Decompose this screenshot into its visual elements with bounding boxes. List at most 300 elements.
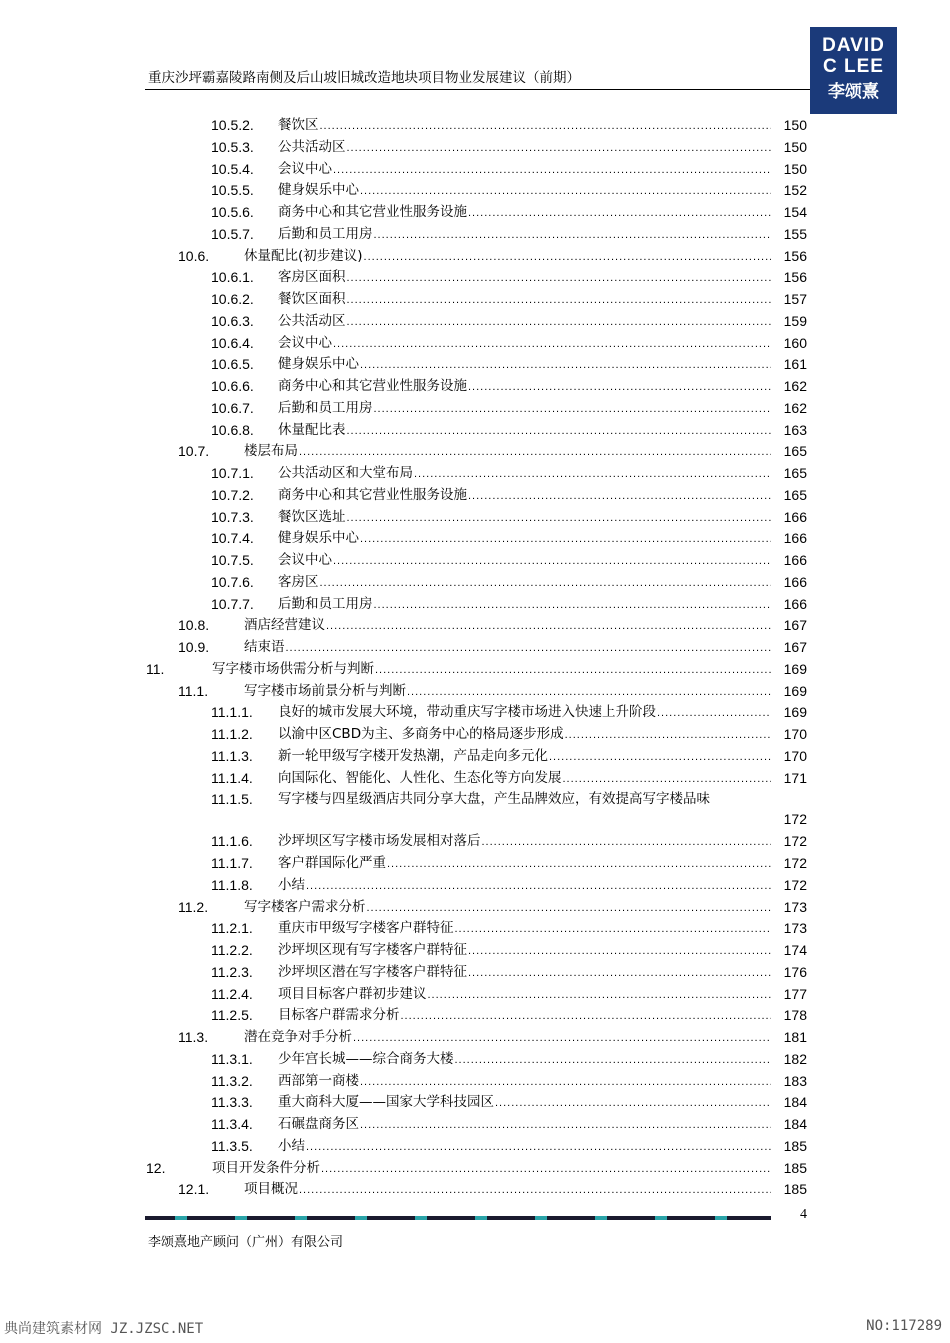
toc-entry[interactable] — [0, 550, 950, 570]
toc-entry[interactable] — [0, 463, 950, 483]
toc-dot-leader — [321, 1159, 806, 1179]
toc-entry-title: 会议中心 — [278, 334, 332, 351]
toc-entry[interactable] — [0, 180, 950, 200]
toc-entry-title-leader — [278, 1114, 807, 1135]
toc-entry-page: 166 — [771, 572, 807, 592]
toc-entry-number: 10.6.5. — [211, 356, 254, 373]
toc-entry-page: 170 — [771, 724, 807, 744]
toc-entry[interactable] — [0, 354, 950, 374]
toc-entry-number: 10.6.3. — [211, 312, 254, 329]
toc-dot-leader — [326, 616, 806, 636]
toc-entry-page: 170 — [771, 746, 807, 766]
toc-entry-page: 182 — [771, 1049, 807, 1069]
logo-line-3: 李颂熹 — [828, 82, 879, 102]
toc-entry-number: 11.1. — [178, 682, 209, 699]
toc-entry[interactable] — [0, 875, 950, 895]
toc-entry-title: 潜在竞争对手分析 — [244, 1029, 352, 1045]
toc-entry-page: 165 — [771, 463, 807, 483]
toc-entry-number: 12. — [146, 1159, 166, 1176]
toc-entry-number: 11.1.6. — [211, 833, 253, 850]
toc-entry[interactable] — [0, 746, 950, 766]
toc-entry-page: 157 — [771, 289, 807, 309]
toc-dot-leader — [347, 138, 807, 158]
toc-entry-page: 172 — [771, 853, 807, 873]
toc-entry[interactable] — [0, 246, 950, 266]
toc-entry-page: 165 — [771, 441, 807, 461]
toc-dot-leader — [374, 595, 807, 615]
toc-dot-leader — [333, 551, 806, 571]
toc-dot-leader — [565, 725, 806, 745]
toc-entry-title-leader — [278, 376, 807, 397]
toc-entry-title: 写字楼市场前景分析与判断 — [244, 682, 406, 699]
toc-entry-title: 公共活动区和大堂布局 — [278, 465, 413, 481]
toc-entry-number: 10.6. — [178, 247, 210, 264]
toc-dot-leader — [468, 941, 806, 961]
toc-dot-leader — [306, 1137, 806, 1157]
toc-entry-number: 11.3. — [178, 1029, 209, 1045]
toc-entry-title: 客房区 — [278, 573, 319, 590]
toc-entry-number: 12.1. — [178, 1181, 210, 1198]
toc-dot-leader — [482, 832, 807, 852]
toc-entry-page: 150 — [771, 159, 807, 179]
toc-entry-number: 11. — [146, 660, 165, 677]
toc-dot-leader — [455, 919, 807, 939]
toc-entry-title: 休量配比表 — [278, 421, 346, 438]
toc-entry-title-leader — [278, 789, 807, 810]
toc-dot-leader — [306, 876, 806, 896]
toc-entry-title-leader — [244, 441, 807, 462]
toc-dot-leader — [495, 1093, 806, 1113]
toc-dot-leader — [320, 116, 807, 136]
toc-entry-title-leader — [278, 333, 807, 354]
toc-entry-title: 以渝中区CBD为主、多商务中心的格局逐步形成 — [278, 726, 564, 742]
toc-entry-title-leader — [244, 637, 807, 658]
toc-entry[interactable] — [0, 572, 950, 592]
toc-entry-title: 后勤和员工用房 — [278, 399, 373, 416]
toc-dot-leader — [387, 854, 806, 874]
toc-entry-title: 客房区面积 — [278, 269, 346, 286]
toc-entry-title: 写字楼客户需求分析 — [244, 898, 366, 915]
toc-entry-number: 11.1.3. — [211, 747, 253, 764]
toc-entry-page: 165 — [771, 485, 807, 505]
watermark-number: NO:117289 — [866, 1318, 942, 1334]
toc-entry-number: 10.6.8. — [211, 421, 254, 438]
toc-dot-leader — [401, 1006, 807, 1026]
toc-entry-page: 154 — [771, 202, 807, 222]
toc-entry[interactable] — [0, 202, 950, 222]
toc-entry[interactable] — [0, 940, 950, 960]
toc-entry-number: 10.6.7. — [211, 399, 254, 416]
toc-dot-leader — [375, 660, 806, 680]
toc-dot-leader — [455, 1050, 807, 1070]
toc-dot-leader — [286, 638, 807, 658]
toc-entry-number: 11.2.4. — [211, 985, 253, 1002]
toc-entry-title-leader — [244, 1179, 807, 1200]
toc-entry-number: 10.5.2. — [211, 117, 254, 133]
toc-entry-title: 休量配比(初步建议) — [244, 247, 363, 264]
logo-line-1: DAVID — [822, 35, 885, 56]
header-divider — [145, 89, 810, 90]
toc-entry-title-leader — [212, 1158, 807, 1179]
toc-entry[interactable] — [0, 702, 950, 722]
toc-entry-page: 173 — [771, 897, 807, 917]
toc-entry-title: 目标客户群需求分析 — [278, 1007, 400, 1024]
toc-entry-number: 11.1.8. — [211, 876, 253, 893]
toc-entry[interactable] — [0, 267, 950, 287]
logo-line-2: C LEE — [823, 56, 884, 77]
toc-entry[interactable] — [0, 1092, 950, 1112]
toc-entry-title-leader — [278, 159, 807, 180]
toc-entry-number: 11.1.7. — [211, 855, 253, 871]
document-header-title: 重庆沙坪霸嘉陵路南侧及后山坡旧城改造地块项目物业发展建议（前期） — [148, 70, 580, 86]
toc-entry-title-leader — [278, 875, 807, 896]
toc-entry-title: 项目概况 — [244, 1181, 298, 1198]
toc-entry-title: 沙坪坝区现有写字楼客户群特征 — [278, 942, 467, 958]
toc-entry-number: 10.5.7. — [211, 225, 254, 242]
toc-entry-title-leader — [278, 1136, 807, 1157]
toc-entry[interactable] — [0, 1158, 950, 1178]
toc-entry-title: 会议中心 — [278, 160, 332, 177]
toc-dot-leader — [374, 225, 807, 245]
toc-entry-title-leader — [278, 1049, 807, 1070]
footer-company-name: 李颂熹地产顾问（广州）有限公司 — [148, 1235, 344, 1250]
toc-entry-title-leader — [278, 550, 807, 571]
toc-entry-title: 写字楼市场供需分析与判断 — [212, 660, 374, 677]
toc-entry-number: 10.5.3. — [211, 138, 254, 155]
toc-entry[interactable] — [0, 420, 950, 440]
toc-entry[interactable] — [0, 311, 950, 331]
toc-entry-number: 10.7. — [178, 443, 210, 460]
toc-entry-title-leader — [278, 1071, 807, 1092]
toc-entry-page: 171 — [771, 768, 807, 788]
toc-entry-title-leader — [244, 681, 807, 702]
toc-entry-title-leader — [244, 897, 807, 918]
toc-dot-leader — [360, 1072, 806, 1092]
toc-entry-title: 酒店经营建议 — [244, 617, 325, 634]
toc-entry-title: 后勤和员工用房 — [278, 225, 373, 242]
toc-entry-page: 185 — [771, 1136, 807, 1156]
toc-dot-leader — [299, 1180, 806, 1200]
toc-entry[interactable] — [0, 1071, 950, 1091]
toc-entry-page: 176 — [771, 962, 807, 982]
toc-dot-leader — [367, 898, 807, 918]
toc-entry-title-leader — [278, 702, 807, 723]
toc-entry-number: 10.6.2. — [211, 291, 254, 307]
toc-dot-leader — [414, 464, 806, 484]
toc-entry[interactable] — [0, 984, 950, 1004]
toc-entry-title: 西部第一商楼 — [278, 1072, 359, 1089]
toc-entry[interactable] — [0, 115, 950, 135]
toc-entry[interactable] — [0, 962, 950, 982]
watermark-site: 典尚建筑素材网 JZ.JZSC.NET — [4, 1321, 204, 1337]
toc-entry-page: 166 — [771, 507, 807, 527]
toc-entry[interactable] — [0, 1005, 950, 1025]
toc-entry-page: 178 — [771, 1005, 807, 1025]
toc-entry-number: 10.5.4. — [211, 160, 254, 177]
toc-dot-leader — [347, 508, 807, 528]
toc-entry-number: 11.1.1. — [211, 704, 253, 721]
toc-entry-title: 会议中心 — [278, 552, 332, 568]
toc-entry[interactable] — [0, 1027, 950, 1047]
toc-entry-title: 后勤和员工用房 — [278, 595, 373, 612]
toc-entry-title-leader — [278, 746, 807, 767]
toc-entry-title-leader — [278, 768, 807, 789]
toc-entry-number: 10.9. — [178, 639, 210, 655]
toc-entry[interactable] — [0, 159, 950, 179]
toc-entry-number: 11.1.5. — [211, 791, 253, 808]
toc-entry-title-leader — [278, 202, 807, 223]
toc-entry-page: 167 — [771, 615, 807, 635]
toc-entry-number: 10.7.4. — [211, 530, 254, 547]
toc-entry-number: 11.1.4. — [211, 769, 253, 786]
toc-dot-leader — [374, 399, 807, 419]
toc-entry-page: 183 — [771, 1071, 807, 1091]
toc-entry-title: 商务中心和其它营业性服务设施 — [278, 204, 467, 220]
toc-entry-title: 餐饮区选址 — [278, 508, 346, 525]
toc-entry[interactable] — [0, 615, 950, 635]
toc-dot-leader — [347, 421, 807, 441]
toc-entry-title: 餐饮区 — [278, 117, 319, 133]
toc-entry-title-leader — [278, 420, 807, 441]
toc-entry-title-leader — [212, 659, 807, 680]
toc-entry-title-leader — [278, 354, 807, 375]
toc-entry-number: 11.3.3. — [211, 1094, 253, 1111]
toc-entry[interactable] — [0, 507, 950, 527]
toc-entry[interactable] — [0, 137, 950, 157]
toc-entry-number: 10.7.5. — [211, 552, 254, 568]
toc-entry-page: 163 — [771, 420, 807, 440]
toc-entry-title-leader — [244, 615, 807, 636]
toc-dot-leader — [333, 334, 806, 354]
toc-entry-page: 160 — [771, 333, 807, 353]
toc-entry[interactable] — [0, 1114, 950, 1134]
toc-entry[interactable] — [0, 681, 950, 701]
toc-dot-leader — [320, 573, 807, 593]
toc-entry-title: 重庆市甲级写字楼客户群特征 — [278, 920, 454, 937]
toc-entry[interactable] — [0, 789, 950, 829]
toc-entry-page: 185 — [771, 1179, 807, 1199]
toc-entry-title: 写字楼与四星级酒店共同分享大盘，产生品牌效应，有效提高写字楼品味 — [278, 791, 710, 808]
toc-dot-leader — [468, 377, 806, 397]
toc-dot-leader — [360, 355, 806, 375]
toc-entry-title: 结束语 — [244, 639, 285, 655]
toc-entry-title-leader — [278, 224, 807, 245]
toc-entry[interactable] — [0, 528, 950, 548]
toc-entry-number: 10.5.5. — [211, 182, 254, 199]
toc-entry[interactable] — [0, 831, 950, 851]
toc-entry-page: 174 — [771, 940, 807, 960]
toc-dot-leader — [360, 529, 806, 549]
toc-entry-title-leader — [244, 1027, 807, 1048]
toc-dot-leader — [347, 268, 807, 288]
toc-dot-leader — [549, 747, 806, 767]
toc-entry-title: 新一轮甲级写字楼开发热潮，产品走向多元化 — [278, 747, 548, 764]
toc-entry-title: 良好的城市发展大环境，带动重庆写字楼市场进入快速上升阶段 — [278, 704, 656, 721]
toc-entry[interactable] — [0, 768, 950, 788]
toc-entry-page: 167 — [771, 637, 807, 657]
toc-entry-page: 152 — [771, 180, 807, 200]
toc-entry-title: 向国际化、智能化、人性化、生态化等方向发展 — [278, 769, 562, 786]
toc-entry-number: 11.2. — [178, 898, 209, 915]
toc-entry-title: 健身娱乐中心 — [278, 356, 359, 373]
toc-entry-number: 10.6.4. — [211, 334, 254, 351]
toc-entry-title: 项目目标客户群初步建议 — [278, 985, 427, 1002]
toc-entry[interactable] — [0, 659, 950, 679]
toc-entry[interactable] — [0, 594, 950, 614]
toc-entry-number: 10.6.6. — [211, 378, 254, 394]
toc-entry-number: 11.1.2. — [211, 726, 253, 742]
toc-entry-title-leader — [278, 528, 807, 549]
toc-entry[interactable] — [0, 637, 950, 657]
toc-dot-leader — [347, 290, 807, 310]
toc-entry[interactable] — [0, 485, 950, 505]
toc-entry-title: 公共活动区 — [278, 312, 346, 329]
toc-entry-page: 172 — [783, 811, 807, 828]
toc-entry-page: 150 — [771, 115, 807, 135]
toc-entry[interactable] — [0, 1049, 950, 1069]
toc-entry-number: 11.2.1. — [211, 920, 253, 937]
toc-entry[interactable] — [0, 224, 950, 244]
toc-entry-page: 162 — [771, 398, 807, 418]
toc-entry-title-leader — [278, 572, 807, 593]
toc-entry-page: 184 — [771, 1092, 807, 1112]
toc-dot-leader — [333, 160, 806, 180]
toc-entry-title-leader — [244, 246, 807, 267]
toc-entry[interactable] — [0, 398, 950, 418]
toc-entry-page: 166 — [771, 528, 807, 548]
toc-entry[interactable] — [0, 289, 950, 309]
toc-entry-page: 184 — [771, 1114, 807, 1134]
toc-dot-leader — [428, 985, 807, 1005]
toc-entry-page: 166 — [771, 550, 807, 570]
toc-entry-title: 餐饮区面积 — [278, 291, 346, 307]
toc-dot-leader — [360, 1115, 806, 1135]
toc-dot-leader — [360, 181, 806, 201]
toc-entry-title: 健身娱乐中心 — [278, 530, 359, 547]
toc-entry-title: 少年宫长城——综合商务大楼 — [278, 1050, 454, 1067]
toc-entry-page: 169 — [771, 702, 807, 722]
toc-entry-page: 156 — [771, 246, 807, 266]
toc-entry-page: 181 — [771, 1027, 807, 1047]
toc-entry-title: 商务中心和其它营业性服务设施 — [278, 378, 467, 394]
toc-entry-title-leader — [278, 115, 807, 136]
toc-entry[interactable] — [0, 1136, 950, 1156]
toc-entry-page: 172 — [771, 831, 807, 851]
toc-entry-title-leader — [278, 831, 807, 852]
toc-dot-leader — [347, 312, 807, 332]
toc-entry-number: 10.7.1. — [211, 465, 254, 481]
toc-entry-page: 172 — [771, 875, 807, 895]
toc-entry-title-leader — [278, 463, 807, 484]
toc-entry-page: 169 — [771, 659, 807, 679]
toc-entry-title: 重大商科大厦——国家大学科技园区 — [278, 1094, 494, 1111]
toc-entry-number: 11.3.2. — [211, 1072, 253, 1089]
toc-entry-title: 客户群国际化严重 — [278, 855, 386, 871]
toc-entry-page: 150 — [771, 137, 807, 157]
toc-entry[interactable] — [0, 853, 950, 873]
toc-entry-number: 10.5.6. — [211, 204, 254, 220]
toc-entry-title-leader — [278, 962, 807, 983]
toc-entry-title-leader — [278, 853, 807, 874]
toc-entry-number: 10.8. — [178, 617, 210, 634]
toc-entry-title: 商务中心和其它营业性服务设施 — [278, 486, 467, 503]
toc-entry[interactable] — [0, 376, 950, 396]
toc-entry-title: 健身娱乐中心 — [278, 182, 359, 199]
toc-entry-page: 177 — [771, 984, 807, 1004]
toc-entry-page: 166 — [771, 594, 807, 614]
toc-entry-title: 沙坪坝区写字楼市场发展相对落后 — [278, 833, 481, 850]
toc-entry[interactable] — [0, 1179, 950, 1199]
toc-entry-title-leader — [278, 918, 807, 939]
toc-entry-title: 楼层布局 — [244, 443, 298, 460]
toc-entry-title-leader — [278, 1092, 807, 1113]
toc-entry-title-leader — [278, 940, 807, 961]
toc-entry-title-leader — [278, 1005, 807, 1026]
toc-dot-leader — [468, 203, 806, 223]
toc-entry-page: 156 — [771, 267, 807, 287]
toc-dot-leader — [364, 247, 806, 267]
toc-entry-number: 11.2.2. — [211, 942, 253, 958]
toc-entry-number: 11.2.5. — [211, 1007, 253, 1024]
toc-entry-number: 11.3.5. — [211, 1137, 253, 1154]
toc-entry-number: 10.7.7. — [211, 595, 254, 612]
toc-entry[interactable] — [0, 333, 950, 353]
toc-entry-title: 项目开发条件分析 — [212, 1159, 320, 1176]
toc-entry-number: 10.6.1. — [211, 269, 254, 286]
toc-entry-number: 11.2.3. — [211, 963, 253, 980]
toc-entry-title: 沙坪坝区潜在写字楼客户群特征 — [278, 963, 467, 980]
toc-entry-title: 石碾盘商务区 — [278, 1116, 359, 1132]
toc-dot-leader — [299, 442, 806, 462]
toc-entry-page: 185 — [771, 1158, 807, 1178]
toc-entry-title: 小结 — [278, 876, 305, 893]
toc-entry-page: 161 — [771, 354, 807, 374]
david-c-lee-logo — [810, 27, 897, 114]
toc-dot-leader — [353, 1028, 806, 1048]
toc-entry-title-leader — [278, 984, 807, 1005]
toc-entry-title-leader — [278, 267, 807, 288]
toc-entry-title-leader — [278, 137, 807, 158]
footer-decorative-bar — [145, 1216, 771, 1220]
toc-dot-leader — [563, 769, 807, 789]
toc-entry[interactable] — [0, 918, 950, 938]
toc-entry-title-leader — [278, 485, 807, 506]
page-number: 4 — [800, 1207, 807, 1222]
toc-entry-title-leader — [278, 724, 807, 745]
toc-entry-title-leader — [278, 311, 807, 332]
toc-entry-title: 公共活动区 — [278, 138, 346, 155]
toc-entry-page: 155 — [771, 224, 807, 244]
toc-dot-leader — [407, 682, 806, 702]
toc-entry-title: 小结 — [278, 1137, 305, 1154]
toc-entry-page: 169 — [771, 681, 807, 701]
toc-entry[interactable] — [0, 441, 950, 461]
toc-entry-number: 10.7.3. — [211, 508, 254, 525]
toc-entry[interactable] — [0, 897, 950, 917]
toc-entry-number: 11.3.4. — [211, 1116, 253, 1132]
toc-entry-page: 162 — [771, 376, 807, 396]
toc-entry[interactable] — [0, 724, 950, 744]
toc-dot-leader — [468, 963, 806, 983]
toc-entry-page: 173 — [771, 918, 807, 938]
toc-entry-page: 159 — [771, 311, 807, 331]
toc-entry-title-leader — [278, 180, 807, 201]
toc-entry-number: 11.3.1. — [211, 1050, 253, 1067]
toc-entry-title-leader — [278, 398, 807, 419]
toc-entry-title-leader — [278, 507, 807, 528]
toc-entry-number: 10.7.2. — [211, 486, 254, 503]
toc-entry-number: 10.7.6. — [211, 573, 254, 590]
